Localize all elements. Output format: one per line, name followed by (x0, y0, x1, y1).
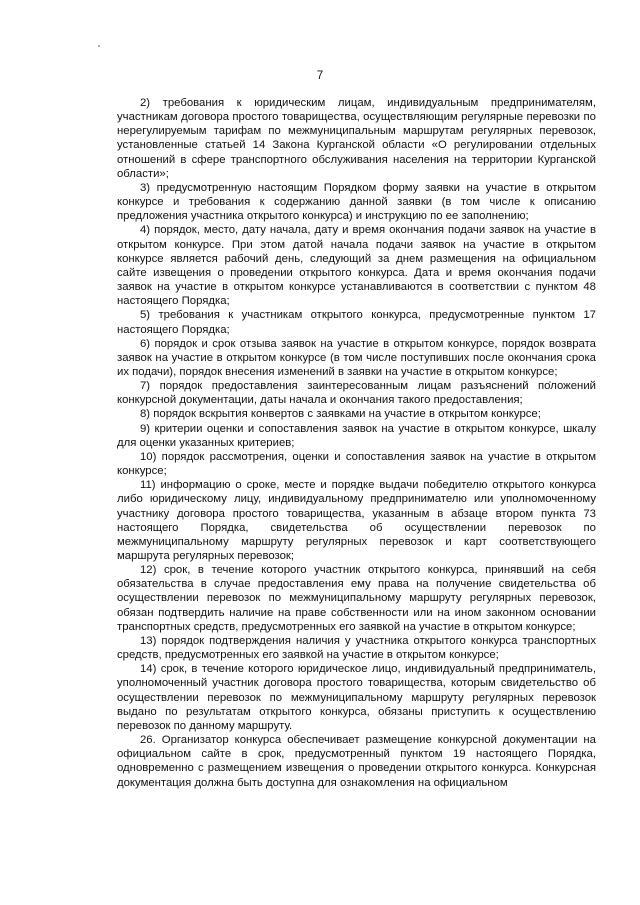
paragraph-item-12: 12) срок, в течение которого участник открытого конкурса, принявший на себя обязательства в случае предоставления ему права на получение свидетельства об осуществлении перевозок по межмуниципальному маршруту регулярных перевозок, обязан подтвердить наличие на праве собственности или на ином законном основании транспортных средств, предусмотренных его заявкой на участие в открытом конкурсе; (117, 564, 596, 633)
document-body (117, 96, 596, 790)
paragraph-item-8: 8) порядок вскрытия конвертов с заявками на участие в открытом конкурсе; (140, 408, 541, 421)
paragraph-item-2: 2) требования к юридическим лицам, индивидуальным предпринимателям, участникам договора простого товарищества, осуществляющим регулярные перевозки по нерегулируемым тарифам по межмуниципальным маршрутам регулярных перевозок, установленные статьей 14 Закона Курганской области «О регулировании отдельных отношений в сфере транспортного обслуживания населения на территории Курганской области»; (117, 97, 596, 180)
paragraph-item-7: 7) порядок предоставления заинтересованным лицам разъяснений положений конкурсной документации, даты начала и окончания такого предоставления; (117, 380, 596, 407)
paragraph-clause-26: 26. Организатор конкурса обеспечивает размещение конкурсной документации на официальном сайте в срок, предусмотренный пунктом 19 настоящего Порядка, одновременно с размещением извещения о проведении открытого конкурса. Конкурсная документация должна быть доступна для ознакомления на официальном (117, 734, 596, 789)
paragraph-item-11: 11) информацию о сроке, месте и порядке выдачи победителю открытого конкурса либо юридическому лицу, индивидуальному предпринимателю или уполномоченному участнику договора простого товарищества, указанным в абзаце втором пункта 73 настоящего Порядка, свидетельства об осуществлении перевозок по межмуниципальному маршруту регулярных перевозок и карт соответствующего маршрута регулярных перевозок; (117, 479, 596, 562)
paragraph-item-5: 5) требования к участникам открытого конкурса, предусмотренные пунктом 17 настоящего Порядка; (117, 309, 596, 336)
paragraph-item-6: 6) порядок и срок отзыва заявок на участие в открытом конкурсе, порядок возврата заявок на участие в открытом конкурсе (в том числе поступивших после окончания срока их подачи), порядок внесения изменений в заявки на участие в открытом конкурсе; (117, 337, 596, 378)
paragraph-item-4: 4) порядок, место, дату начала, дату и время окончания подачи заявок на участие в открытом конкурсе. При этом датой начала подачи заявок на участие в открытом конкурсе является рабочий день, следующий за днем размещения на официальном сайте извещения о проведении открытого конкурса. Дата и время окончания подачи заявок на участие в открытом конкурсе устанавливаются в соответствии с пунктом 48 настоящего Порядка; (117, 224, 596, 308)
paragraph-item-14: 14) срок, в течение которого юридическое лицо, индивидуальный предприниматель, уполномоченный участник договора простого товарищества, которым свидетельство об осуществлении перевозок по межмуниципальному маршруту регулярных перевозок выдано по результатам открытого конкурса, обязаны приступить к осуществлению перевозок по данному маршруту. (117, 663, 596, 732)
paragraph-item-10: 10) порядок рассмотрения, оценки и сопоставления заявок на участие в открытом конкурсе; (117, 450, 596, 478)
scan-speck (98, 45, 100, 47)
paragraph-item-9: 9) критерии оценки и сопоставления заявок на участие в открытом конкурсе, шкалу для оценки указанных критериев; (117, 422, 596, 449)
paragraph-item-3: 3) предусмотренную настоящим Порядком форму заявки на участие в открытом конкурсе и требования к содержанию данной заявки (в том числе к описанию предложения участника открытого конкурса) и инструкцию по ее заполнению; (117, 181, 596, 223)
page-number: 7 (316, 70, 324, 82)
paragraph-item-13: 13) порядок подтверждения наличия у участника открытого конкурса транспортных средств, предусмотренных его заявкой на участие в открытом конкурсе; (117, 634, 596, 662)
